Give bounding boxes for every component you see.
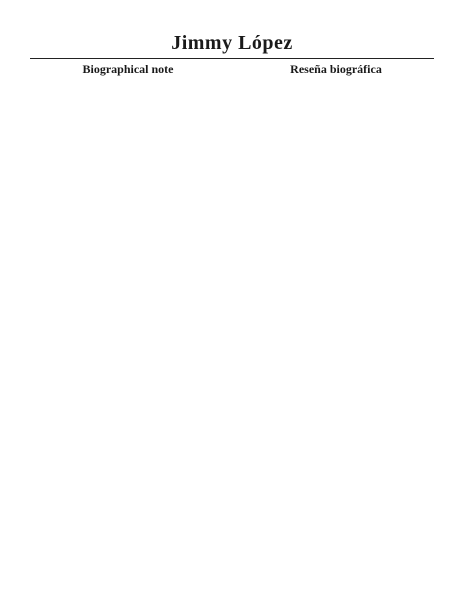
english-paragraph-2: [30, 97, 226, 104]
spanish-paragraph-4: [238, 120, 434, 127]
page-title: Jimmy López: [171, 32, 293, 54]
spanish-paragraphs: [238, 85, 434, 173]
english-paragraph-6: [30, 143, 226, 150]
spanish-paragraph-7: [238, 155, 434, 162]
english-paragraphs: [30, 85, 226, 173]
english-paragraph-4: [30, 120, 226, 127]
spanish-paragraph-2: [238, 97, 434, 104]
spanish-column: [238, 62, 434, 178]
english-column: [30, 62, 226, 178]
english-heading: Biographical note: [82, 62, 174, 76]
english-paragraph-1: [30, 85, 226, 92]
english-paragraph-8: [30, 166, 226, 173]
title-divider: [30, 58, 434, 59]
spanish-paragraph-3: [238, 108, 434, 115]
english-paragraph-3: [30, 108, 226, 115]
english-paragraph-7: [30, 155, 226, 162]
english-paragraph-5: [30, 131, 226, 138]
spanish-paragraph-6: [238, 143, 434, 150]
two-column-body: [30, 62, 434, 178]
spanish-heading: Reseña biográfica: [290, 62, 382, 76]
spanish-paragraph-1: [238, 85, 434, 92]
spanish-paragraph-8: [238, 166, 434, 173]
spanish-paragraph-5: [238, 131, 434, 138]
